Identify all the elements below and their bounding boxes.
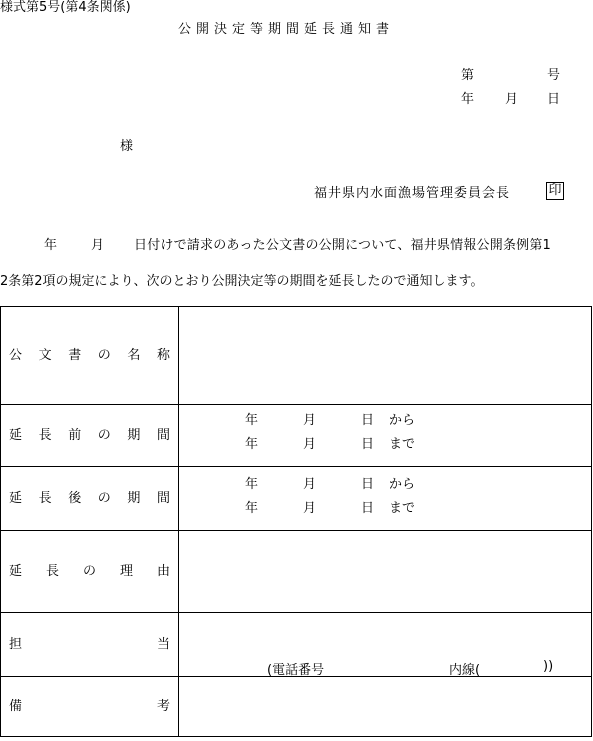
row-label-char: 延	[9, 563, 23, 579]
row-label-char: 間	[156, 490, 170, 506]
row-label-char: 当	[156, 636, 170, 652]
row-label-char: 期	[127, 490, 141, 506]
row-label-char: 担	[9, 636, 23, 652]
period-before-value: 年 月 日 から 年 月 日 まで	[179, 405, 592, 467]
addressee-honorific: 様	[120, 139, 134, 154]
row-label-char: 延	[9, 490, 23, 506]
date-year-label: 年	[461, 92, 475, 107]
contact-value	[179, 613, 592, 677]
remarks-value	[179, 677, 592, 737]
body-line-2: 2条第2項の規定により、次のとおり公開決定等の期間を延長したので通知します。	[0, 274, 484, 289]
number-prefix: 第	[461, 68, 475, 83]
row-label-char: の	[97, 427, 111, 443]
body-line-1: 日付けで請求のあった公文書の公開について、福井県情報公開条例第1	[134, 238, 552, 253]
issuer-name: 福井県内水面漁場管理委員会長	[314, 186, 511, 201]
period-after-label	[1, 467, 179, 531]
table-row	[1, 405, 592, 467]
contact-extension-close: ))	[543, 659, 554, 674]
row-label-char: 書	[68, 347, 82, 363]
row-label-char: 理	[119, 563, 133, 579]
body-month-label: 月	[91, 238, 105, 253]
row-label-char: の	[97, 490, 111, 506]
row-label-char: の	[97, 347, 111, 363]
details-table	[0, 306, 592, 737]
date-day-label: 日	[547, 92, 561, 107]
seal-mark: 印	[546, 182, 564, 200]
row-label-char: 長	[38, 490, 52, 506]
row-label-char: 長	[45, 563, 59, 579]
remarks-label	[1, 677, 179, 737]
table-row	[1, 677, 592, 737]
number-suffix: 号	[547, 68, 561, 83]
document-name-label	[1, 307, 179, 405]
row-label-char: 前	[68, 427, 82, 443]
form-number: 様式第5号(第4条関係)	[0, 0, 131, 15]
reason-label	[1, 531, 179, 613]
body-year-label: 年	[44, 238, 58, 253]
table-row	[1, 531, 592, 613]
row-label-char: 由	[156, 563, 170, 579]
row-label-char: 延	[9, 427, 23, 443]
period-after-value: 年 月 日 から 年 月 日 まで	[179, 467, 592, 531]
table-row	[1, 613, 592, 677]
contact-label	[1, 613, 179, 677]
row-label-char: 長	[38, 427, 52, 443]
reason-value	[179, 531, 592, 613]
row-label-char: 文	[38, 347, 52, 363]
document-name-value	[179, 307, 592, 405]
date-month-label: 月	[505, 92, 519, 107]
period-before-label	[1, 405, 179, 467]
row-label-char: 称	[156, 347, 170, 363]
row-label-char: 後	[68, 490, 82, 506]
contact-phone: (電話番号	[267, 663, 325, 678]
table-row	[1, 467, 592, 531]
contact-extension: 内線(	[449, 663, 481, 678]
row-label-char: 期	[127, 427, 141, 443]
row-label-char: 名	[127, 347, 141, 363]
table-row	[1, 307, 592, 405]
document-title: 公開決定等期間延長通知書	[178, 22, 395, 37]
row-label-char: 考	[156, 698, 170, 714]
row-label-char: 間	[156, 427, 170, 443]
row-label-char: 備	[9, 698, 23, 714]
row-label-char: の	[82, 563, 96, 579]
row-label-char: 公	[9, 347, 23, 363]
